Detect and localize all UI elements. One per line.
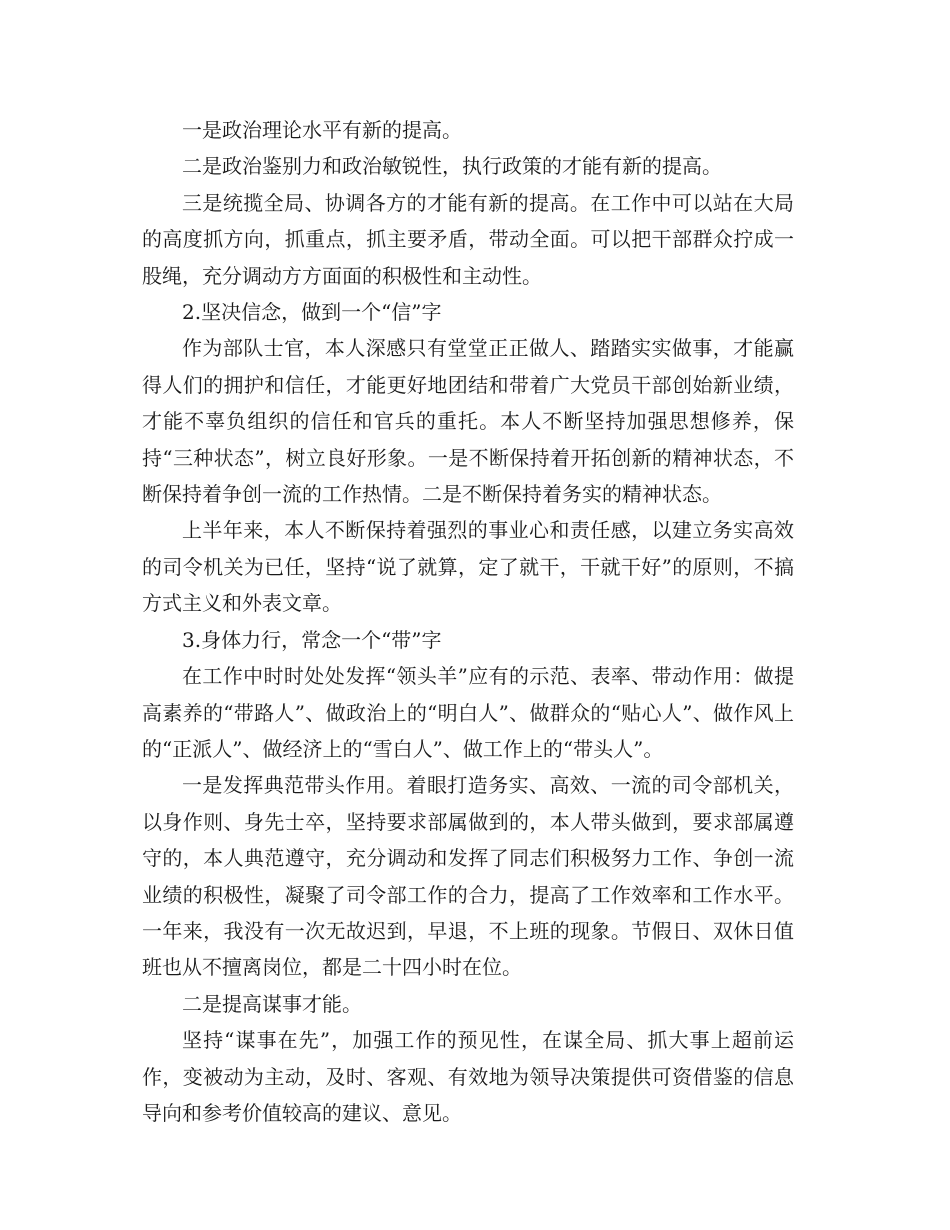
- section-heading: 3.身体力行，常念一个“带”字: [182, 627, 442, 652]
- paragraph: 作为部队士官，本人深感只有堂堂正正做人、踏踏实实做事，才能赢得人们的拥护和信任，才能更好地团结和带着广大党员干部创始新业绩，才能不辜负组织的信任和官兵的重托。本人不断坚持加强思想修养，保持“三种状态”，树立良好形象。一是不断保持着开拓创新的精神状态，不断保持着争创一流的工作热情。二是不断保持着务实的精神状态。: [142, 336, 794, 507]
- paragraph: 坚持“谋事在先”，加强工作的预见性，在谋全局、抓大事上超前运作，变被动为主动，及时、客观、有效地为领导决策提供可资借鉴的信息导向和参考价值较高的建议、意见。: [142, 1028, 794, 1125]
- document-body: [142, 112, 794, 1131]
- paragraph: 上半年来，本人不断保持着强烈的事业心和责任感，以建立务实高效的司令机关为已任，坚持“说了就算，定了就干，干就干好”的原则，不搞方式主义和外表文章。: [142, 518, 794, 616]
- paragraph: 在工作中时时处处发挥“领头羊”应有的示范、表率、带动作用：做提高素养的“带路人”、做政治上的“明白人”、做群众的“贴心人”、做作风上的“正派人”、做经济上的“雪白人”、做工作上的“带头人”。: [142, 664, 794, 761]
- paragraph: 二是政治鉴别力和政治敏锐性，执行政策的才能有新的提高。: [182, 154, 722, 179]
- paragraph: 一是政治理论水平有新的提高。: [182, 118, 462, 142]
- paragraph: 二是提高谋事才能。: [182, 991, 362, 1016]
- paragraph: 一是发挥典范带头作用。着眼打造务实、高效、一流的司令部机关，以身作则、身先士卒，坚持要求部属做到的，本人带头做到，要求部属遵守的，本人典范遵守，充分调动和发挥了同志们积极努力工作、争创一流业绩的积极性，凝聚了司令部工作的合力，提高了工作效率和工作水平。一年来，我没有一次无故迟到，早退，不上班的现象。节假日、双休日值班也从不擅离岗位，都是二十四小时在位。: [142, 773, 794, 980]
- section-heading: 2.坚决信念，做到一个“信”字: [182, 300, 442, 325]
- paragraph: 三是统揽全局、协调各方的才能有新的提高。在工作中可以站在大局的高度抓方向，抓重点，抓主要矛盾，带动全面。可以把干部群众拧成一股绳，充分调动方方面面的积极性和主动性。: [142, 190, 794, 288]
